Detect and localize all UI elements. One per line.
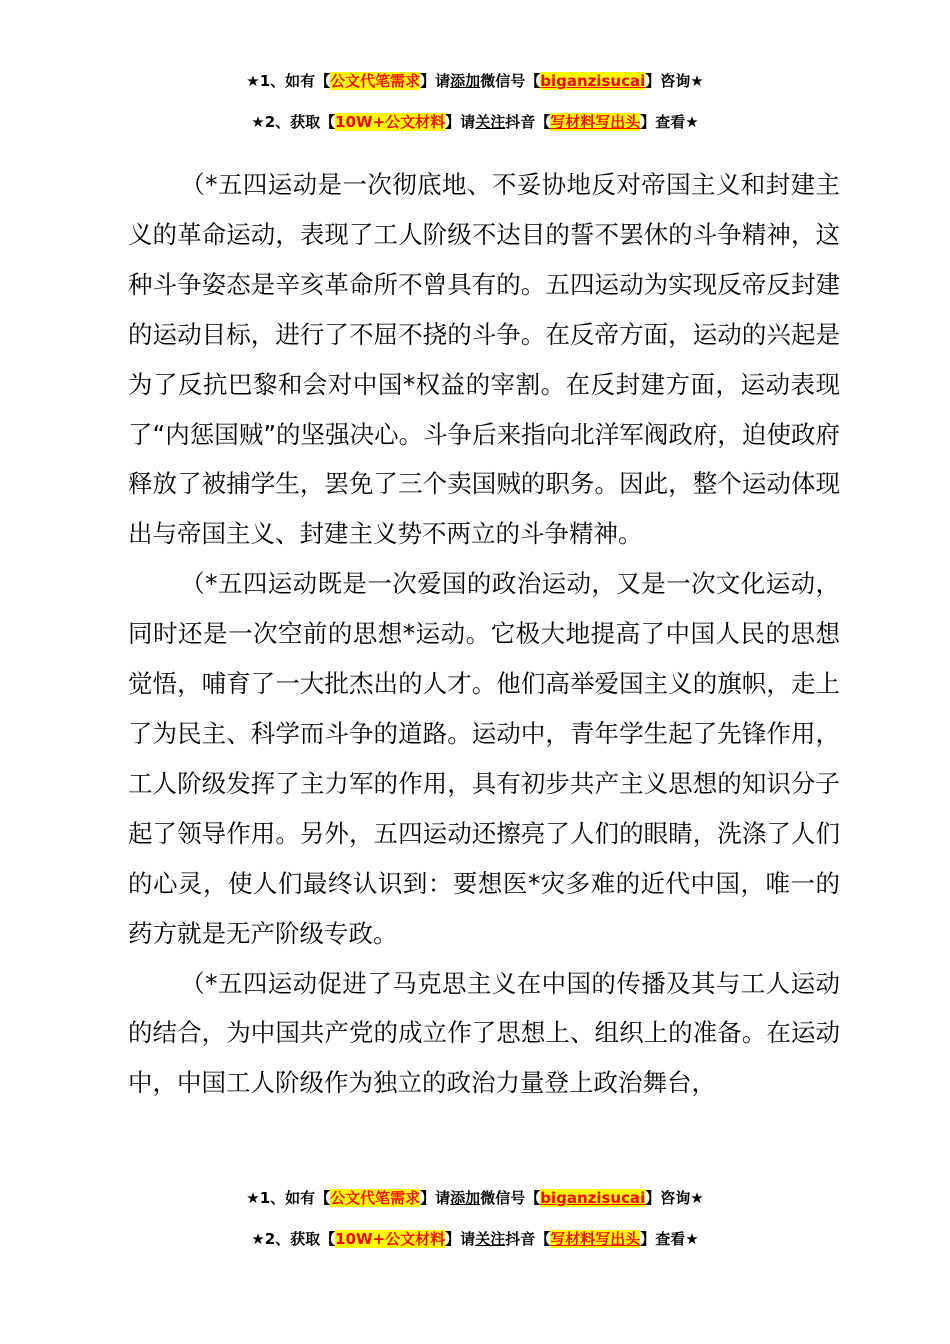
- paragraph-text: （*五四运动是一次彻底地、不妥协地反对帝国主义和封建主义的革命运动，表现了工人阶级不达目的誓不罢休的斗争精神，这种斗争姿态是辛亥革命所不曾具有的。五四运动为实现反帝反封建的运动目标，进行了不屈不挠的斗争。在反帝方面，运动的兴起是为了反抗巴黎和会对中国*权益的宰割。在反封建方面，运动表现了“内惩国贼”的坚强决心。斗争后来指向北洋军阀政府，迫使政府释放了被捕学生，罢免了三个卖国贼的职务。因此，整个运动体现出与帝国主义、封建主义势不两立的斗争精神。: [128, 170, 840, 549]
- underlined-action: 添加: [450, 72, 481, 90]
- promo-text: 1、如有【: [259, 1189, 331, 1207]
- paragraph-2: [128, 559, 840, 958]
- promo-text: 】咨询: [645, 1189, 691, 1207]
- paragraph-1: [128, 160, 840, 559]
- header-promo-line-2: [0, 112, 950, 132]
- star-icon: ★: [251, 1230, 265, 1248]
- footer-promo-line-2: [0, 1229, 950, 1249]
- promo-text: 】查看: [640, 113, 686, 131]
- header-promo-line-1: [0, 71, 950, 91]
- promo-text: 】请: [420, 72, 451, 90]
- footer-promo-line-1: [0, 1188, 950, 1208]
- star-icon: ★: [685, 113, 699, 131]
- promo-text: 2、获取【: [264, 1230, 336, 1248]
- highlight-service: 公文代笔需求: [330, 72, 421, 90]
- promo-text: 微信号【: [480, 1189, 541, 1207]
- underlined-action: 添加: [450, 1189, 481, 1207]
- paragraph-text: （*五四运动促进了马克思主义在中国的传播及其与工人运动的结合，为中国共产党的成立作了思想上、组织上的准备。在运动中，中国工人阶级作为独立的政治力量登上政治舞台，: [128, 968, 840, 1098]
- highlight-service: 公文代笔需求: [330, 1189, 421, 1207]
- highlight-materials: 10W+公文材料: [335, 113, 446, 131]
- star-icon: ★: [246, 1189, 260, 1207]
- promo-text: 微信号【: [480, 72, 541, 90]
- promo-text: 】请: [445, 113, 476, 131]
- promo-text: 抖音【: [505, 113, 551, 131]
- douyin-id-link[interactable]: 写材料写出头: [550, 113, 641, 131]
- underlined-action: 关注: [475, 1230, 506, 1248]
- star-icon: ★: [251, 113, 265, 131]
- promo-text: 1、如有【: [259, 72, 331, 90]
- promo-text: 】请: [420, 1189, 451, 1207]
- star-icon: ★: [685, 1230, 699, 1248]
- douyin-id-link[interactable]: 写材料写出头: [550, 1230, 641, 1248]
- star-icon: ★: [246, 72, 260, 90]
- underlined-action: 关注: [475, 113, 506, 131]
- document-body: [128, 160, 840, 1108]
- star-icon: ★: [690, 1189, 704, 1207]
- highlight-materials: 10W+公文材料: [335, 1230, 446, 1248]
- promo-text: 】请: [445, 1230, 476, 1248]
- paragraph-text: （*五四运动既是一次爱国的政治运动，又是一次文化运动，同时还是一次空前的思想*运动。它极大地提高了中国人民的思想觉悟，哺育了一大批杰出的人才。他们高举爱国主义的旗帜，走上了为民主、科学而斗争的道路。运动中，青年学生起了先锋作用，工人阶级发挥了主力军的作用，具有初步共产主义思想的知识分子起了领导作用。另外，五四运动还擦亮了人们的眼睛，洗涤了人们的心灵，使人们最终认识到：要想医*灾多难的近代中国，唯一的药方就是无产阶级专政。: [128, 569, 840, 948]
- paragraph-3: [128, 959, 840, 1109]
- promo-text: 抖音【: [505, 1230, 551, 1248]
- promo-text: 】查看: [640, 1230, 686, 1248]
- promo-text: 】咨询: [645, 72, 691, 90]
- star-icon: ★: [690, 72, 704, 90]
- wechat-id-link[interactable]: biganzisucai: [540, 72, 646, 90]
- wechat-id-link[interactable]: biganzisucai: [540, 1189, 646, 1207]
- promo-text: 2、获取【: [264, 113, 336, 131]
